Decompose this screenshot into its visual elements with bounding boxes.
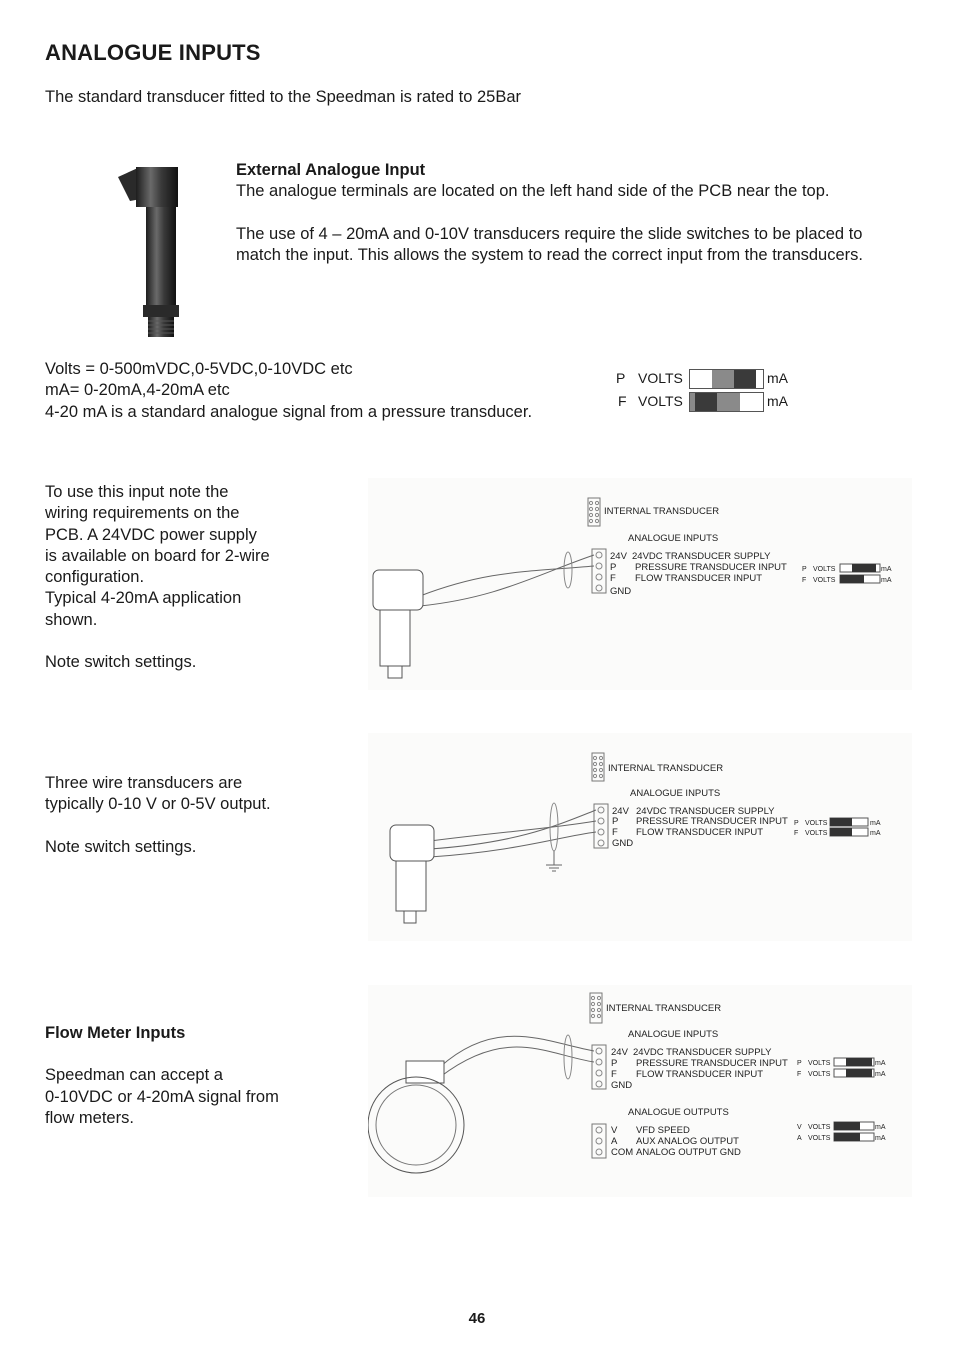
switch-volts-label: VOLTS	[813, 566, 836, 573]
terminal-desc: 24VDC TRANSDUCER SUPPLY	[636, 806, 775, 817]
pressure-transducer-image	[110, 163, 190, 343]
external-input-block	[236, 160, 863, 266]
text-line: is available on board for 2-wire	[45, 546, 270, 565]
external-input-line1: The analogue terminals are located on the left hand side of the PCB near the top.	[236, 182, 830, 201]
switch-p-label: P	[802, 566, 807, 573]
terminal-desc: PRESSURE TRANSDUCER INPUT	[636, 1058, 788, 1069]
terminal-desc: FLOW TRANSDUCER INPUT	[635, 573, 763, 584]
terminal-f: F	[610, 573, 616, 584]
terminal-desc: PRESSURE TRANSDUCER INPUT	[635, 562, 787, 573]
external-input-title: External Analogue Input	[236, 161, 426, 179]
note-text: Note switch settings.	[45, 837, 197, 856]
external-input-line2a: The use of 4 – 20mA and 0-10V transducers require the slide switches to be placed to	[236, 224, 863, 243]
switch-volts-label: VOLTS	[813, 577, 836, 584]
terminal-com: COM	[611, 1147, 634, 1158]
volts-line: Volts = 0-500mVDC,0-5VDC,0-10VDC etc	[45, 360, 353, 378]
two-wire-description	[45, 482, 270, 673]
switch-volts-label: VOLTS	[808, 1071, 831, 1078]
terminal-desc: PRESSURE TRANSDUCER INPUT	[636, 816, 788, 827]
terminal-desc: FLOW TRANSDUCER INPUT	[636, 1069, 764, 1080]
text-line: wiring requirements on the	[45, 504, 240, 523]
terminal-24v: 24V	[612, 806, 629, 817]
switch-ma-label: mA	[767, 370, 788, 386]
switch-volts-label: VOLTS	[805, 830, 828, 837]
terminal-desc: ANALOG OUTPUT GND	[636, 1147, 741, 1158]
text-line: Typical 4-20mA application	[45, 589, 242, 608]
slide-switch-p[interactable]	[689, 369, 764, 389]
text-line: To use this input note the	[45, 483, 229, 501]
terminal-a: A	[611, 1136, 618, 1147]
text-line: configuration.	[45, 568, 145, 587]
terminal-p: P	[612, 816, 619, 827]
internal-transducer-label: INTERNAL TRANSDUCER	[606, 1003, 722, 1014]
switch-ma-label: mA	[881, 566, 892, 573]
terminal-desc: AUX ANALOG OUTPUT	[636, 1136, 739, 1147]
intro-text: The standard transducer fitted to the Speedman is rated to 25Bar	[45, 88, 522, 106]
text-line: 0-10VDC or 4-20mA signal from	[45, 1087, 279, 1106]
switch-prefix: P	[616, 370, 626, 386]
terminal-v: V	[611, 1125, 618, 1136]
switch-volts-label: VOLTS	[638, 393, 683, 409]
analogue-outputs-label: ANALOGUE OUTPUTS	[628, 1107, 729, 1118]
terminal-p: P	[610, 562, 617, 573]
text-line: typically 0-10 V or 0-5V output.	[45, 795, 271, 814]
switch-p-label: P	[797, 1060, 802, 1067]
switch-ma-label: mA	[875, 1135, 886, 1142]
ma-line: mA= 0-20mA,4-20mA etc	[45, 381, 230, 400]
switch-ma-label: mA	[767, 393, 788, 409]
text-line: PCB. A 24VDC power supply	[45, 525, 257, 544]
terminal-p: P	[611, 1058, 618, 1069]
text-line: Speedman can accept a	[45, 1066, 223, 1085]
terminal-24v: 24V	[610, 551, 627, 562]
switch-a-label: A	[797, 1135, 802, 1142]
switch-ma-label: mA	[875, 1060, 886, 1067]
switch-volts-label: VOLTS	[808, 1060, 831, 1067]
volts-definitions	[45, 359, 532, 423]
slide-switch-f[interactable]	[689, 392, 764, 412]
switch-ma-label: mA	[881, 577, 892, 584]
switch-f-label: F	[794, 830, 799, 837]
switch-p-label: P	[794, 820, 799, 827]
switch-ma-label: mA	[875, 1124, 886, 1131]
standard-signal-line: 4-20 mA is a standard analogue signal from a pressure transducer.	[45, 402, 533, 421]
internal-transducer-label: INTERNAL TRANSDUCER	[608, 763, 724, 774]
switch-v-label: V	[797, 1124, 802, 1131]
three-wire-wiring-diagram	[368, 733, 912, 941]
terminal-gnd: GND	[611, 1080, 633, 1091]
terminal-gnd: GND	[610, 586, 632, 597]
analogue-inputs-label: ANALOGUE INPUTS	[628, 1029, 719, 1040]
flow-meter-title: Flow Meter Inputs	[45, 1024, 186, 1042]
terminal-f: F	[611, 1069, 617, 1080]
text-line: shown.	[45, 610, 98, 629]
switch-prefix: F	[618, 393, 627, 409]
flow-meter-wiring-diagram	[368, 985, 912, 1197]
text-line: flow meters.	[45, 1108, 134, 1127]
terminal-gnd: GND	[612, 838, 634, 849]
two-wire-wiring-diagram	[368, 478, 912, 690]
page-number: 46	[468, 1310, 486, 1327]
analogue-inputs-label: ANALOGUE INPUTS	[630, 788, 721, 799]
external-input-line2b: match the input. This allows the system to read the correct input from the transducers.	[236, 245, 863, 264]
terminal-desc: 24VDC TRANSDUCER SUPPLY	[633, 1047, 772, 1058]
internal-transducer-label: INTERNAL TRANSDUCER	[604, 506, 720, 517]
switch-ma-label: mA	[870, 830, 881, 837]
switch-ma-label: mA	[875, 1071, 886, 1078]
switch-volts-label: VOLTS	[638, 370, 683, 386]
terminal-desc: FLOW TRANSDUCER INPUT	[636, 827, 764, 838]
terminal-f: F	[612, 827, 618, 838]
terminal-desc: VFD SPEED	[636, 1125, 690, 1136]
flow-meter-description	[45, 1023, 279, 1129]
analogue-inputs-label: ANALOGUE INPUTS	[628, 533, 719, 544]
text-line: Three wire transducers are	[45, 774, 243, 792]
switch-f-label: F	[797, 1071, 802, 1078]
switch-volts-label: VOLTS	[805, 820, 828, 827]
three-wire-description	[45, 773, 271, 858]
note-text: Note switch settings.	[45, 653, 197, 672]
terminal-desc: 24VDC TRANSDUCER SUPPLY	[632, 551, 771, 562]
page-title: ANALOGUE INPUTS	[45, 40, 261, 65]
switch-f-label: F	[802, 577, 807, 584]
switch-volts-label: VOLTS	[808, 1135, 831, 1142]
switch-ma-label: mA	[870, 820, 881, 827]
terminal-24v: 24V	[611, 1047, 628, 1058]
switch-volts-label: VOLTS	[808, 1124, 831, 1131]
